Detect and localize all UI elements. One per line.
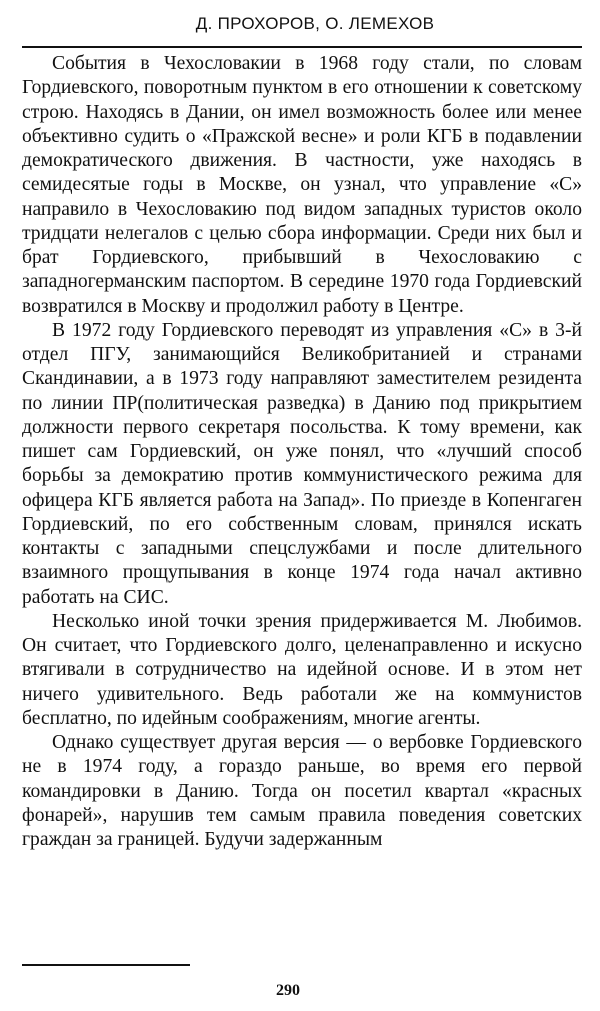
page-number: 290 bbox=[276, 982, 300, 999]
paragraph-4: Однако существует другая версия — о вербовке Гордиевского не в 1974 году, а гораздо раньше, во время его первой командировки в Данию. Тогда он посетил квартал «красных фонарей», нарушив тем самым правила поведения советских граждан за границей. Будучи задержанным bbox=[22, 732, 582, 850]
footer-rule bbox=[22, 964, 190, 966]
body-text bbox=[22, 52, 582, 852]
paragraph-2: В 1972 году Гордиевского переводят из управления «С» в 3-й отдел ПГУ, занимающийся Великобританией и странами Скандинавии, а в 1973 году направляют заместителем резидента по линии ПР(политическая разведка) в Данию под прикрытием должности первого секретаря посольства. К тому времени, как пишет сам Гордиевский, он уже понял, что «лучший способ борьбы за демократию против коммунистического режима для офицера КГБ является работа на Запад». По приезде в Копенгаген Гордиевский, по его собственным словам, принялся искать контакты с западными спецслужбами и после длительного взаимного прощупывания в конце 1974 года начал активно работать на СИС. bbox=[22, 319, 582, 608]
running-head: Д. ПРОХОРОВ, О. ЛЕМЕХОВ bbox=[195, 14, 435, 33]
paragraph-1: События в Чехословакии в 1968 году стали, по словам Гордиевского, поворотным пунктом в его отношении к советскому строю. Находясь в Дании, он имел возможность более или менее объективно судить о «Пражской весне» и роли КГБ в подавлении демократического движения. В частности, уже находясь в семидесятые годы в Москве, он узнал, что управление «С» направило в Чехословакию под видом западных туристов около тридцати нелегалов с целью сбора информации. Среди них был и брат Гордиевского, прибывший в Чехословакию с западногерманским паспортом. В середине 1970 года Гордиевский возвратился в Москву и продолжил работу в Центре. bbox=[22, 53, 582, 317]
paragraph-3: Несколько иной точки зрения придерживается М. Любимов. Он считает, что Гордиевского долго, целенаправленно и искусно втягивали в сотрудничество на идейной основе. И в этом нет ничего удивительного. Ведь работали же на коммунистов бесплатно, по идейным соображениям, многие агенты. bbox=[22, 610, 582, 729]
header-rule bbox=[22, 46, 582, 48]
